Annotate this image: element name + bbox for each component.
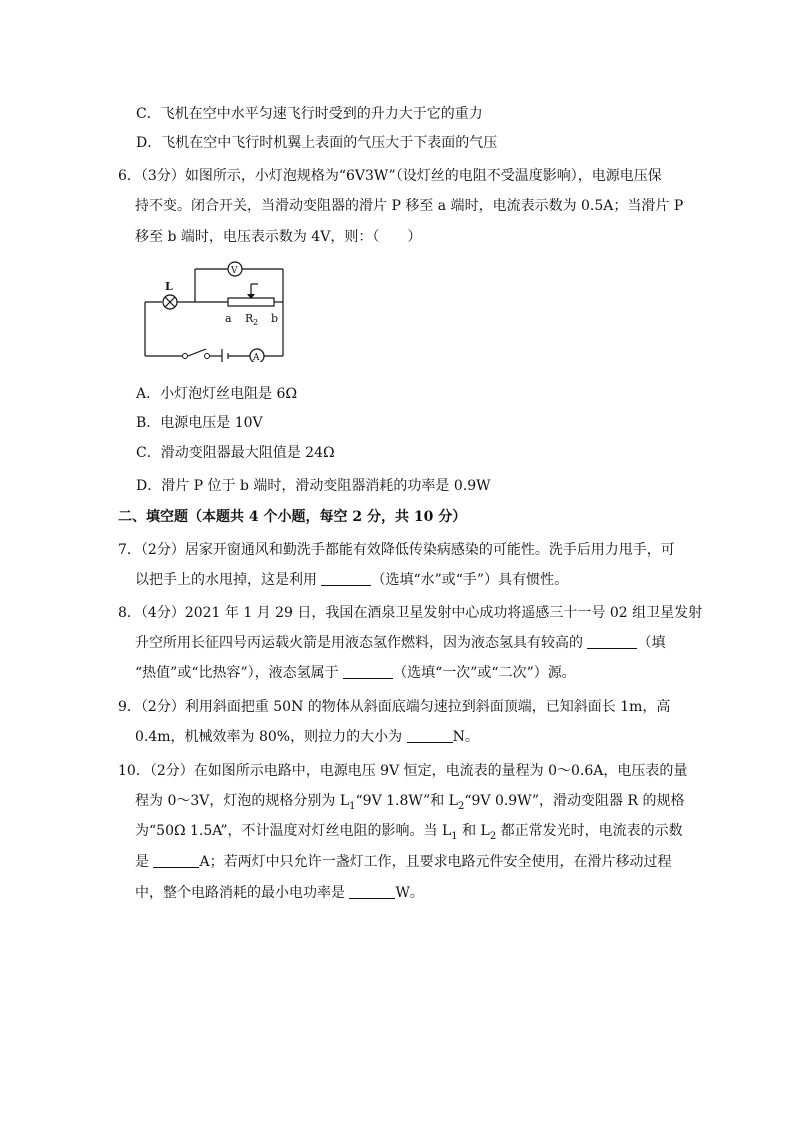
q8-stem-line1: 8．（4分）2021 年 1 月 29 日，我国在酒泉卫星发射中心成功将遥感三十一号 02 组卫星发射 [118,605,703,621]
q10-answer-blank-2[interactable] [349,884,395,899]
q5-option-c: C．飞机在空中水平匀速飞行时受到的升力大于它的重力 [136,106,483,122]
rheostat-label: R [245,312,254,325]
q10-stem-line2: 程为 0～3V，灯泡的规格分别为 $L_1“9V$ 1.8W”和 $L_2“9V$ 0.9W”，滑动变阻器 R 的规格 [135,793,685,812]
terminal-a-label: a [225,312,232,325]
lamp-label: L [165,280,173,293]
q9-stem-line2: 0.4m，机械效率为 80%，则拉力的大小为 N。 [135,729,479,745]
q8-answer-blank-1[interactable] [587,634,637,649]
q6-option-d: D．滑片 P 位于 b 端时，滑动变阻器消耗的功率是 0.9W [136,478,491,494]
q6-option-c: C．滑动变阻器最大阻值是 24Ω [136,445,335,461]
q10-answer-blank-1[interactable] [153,853,199,868]
q6-option-a: A．小灯泡灯丝电阻是 6Ω [136,386,298,402]
q8-stem-line2: 升空所用长征四号丙运载火箭是用液态氢作燃料，因为液态氢具有较高的 （填 [135,635,666,651]
rheostat-label-sub: 2 [253,318,259,327]
q10-stem-line5: 中，整个电路消耗的最小电功率是 W。 [135,885,424,901]
q8-stem-line3: “热值”或“比热容”），液态氢属于 （选填“一次”或“二次”）源。 [135,665,576,681]
q10-stem-line1: 10．（2分）在如图所示电路中，电源电压 9V 恒定，电流表的量程为 0～0.6A，电压表的量 [118,763,688,779]
q6-stem-line1: 6．（3分）如图所示，小灯泡规格为“6V3W”（设灯丝的电阻不受温度影响），电源电压保 [118,168,662,184]
switch-symbol [188,349,206,356]
q7-stem-line2: 以把手上的水甩掉，这是利用 （选填“水”或“手”）具有惯性。 [135,572,569,588]
section-heading: 二、填空题（本题共 4 个小题，每空 2 分，共 10 分） [118,509,467,525]
q6-option-b: B．电源电压是 10V [136,415,263,431]
q10-stem-line4: 是 A；若两灯中只允许一盏灯工作，且要求电路元件安全使用，在滑片移动过程 [135,854,672,870]
q10-stem-line3: 为“50Ω 1.5A”，不计温度对灯丝电阻的影响。当 $L_1$ 和 $L_2$ 都正常发光时，电流表的示数 [135,823,683,842]
voltmeter-label: V [231,266,238,276]
q6-stem-line2: 持不变。闭合开关，当滑动变阻器的滑片 P 移至 a 端时，电流表示数为 0.5A；当滑片 P [135,198,684,214]
q7-stem-line1: 7．（2分）居家开窗通风和勤洗手都能有效降低传染病感染的可能性。洗手后用力甩手，可 [118,542,675,558]
q7-answer-blank[interactable] [321,571,371,586]
terminal-b-label: b [271,312,279,325]
q8-answer-blank-2[interactable] [343,664,393,679]
ammeter-label: A [253,353,260,362]
q6-stem-line3: 移至 b 端时，电压表示数为 4V，则：（ ） [135,229,422,245]
rheostat-symbol [228,298,274,306]
q9-answer-blank[interactable] [407,728,453,743]
q5-option-d: D．飞机在空中飞行时机翼上表面的气压大于下表面的气压 [136,135,498,151]
circuit-diagram [140,258,290,362]
q9-stem-line1: 9．（2分）利用斜面把重 50N 的物体从斜面底端匀速拉到斜面顶端，已知斜面长 1m，高 [118,699,671,715]
